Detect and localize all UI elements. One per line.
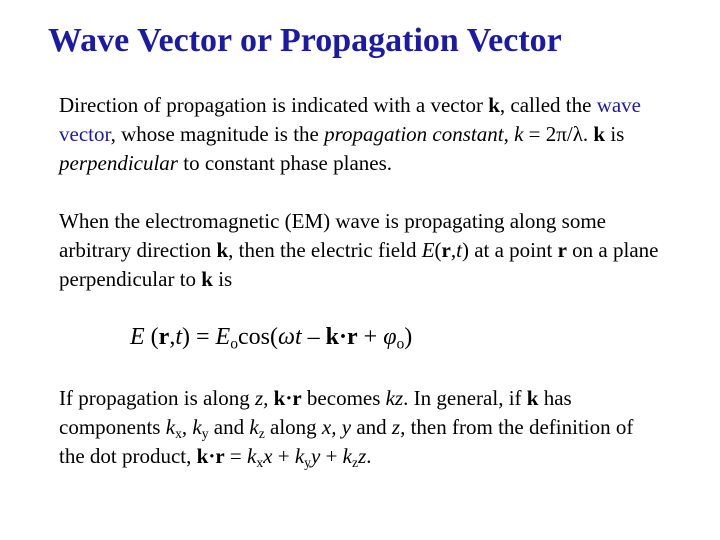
paragraph-wave-vector-definition: Direction of propagation is indicated with a vector k, called the wave vector, whose magnitude is the propagation constant, k = 2π/λ. k is perpendicular to constant phase planes. [59, 93, 641, 175]
paragraph-electric-field: When the electromagnetic (EM) wave is propagating along some arbitrary direction k, then the electric field E(r,t) at a point r on a plane perpendicular to k is [59, 209, 659, 291]
term-propagation-constant: propagation constant [324, 122, 504, 146]
term-wave-vector: wave vector [59, 93, 641, 146]
paragraph-dot-product: If propagation is along z, k·r becomes kz. In general, if k has components $k_x$, $k_y$ and $k_z$ along x, y and z, then from the definition of the dot product, $k\cdot r = k_xx + k_yy + k_zz$. [59, 386, 634, 471]
slide-title: Wave Vector or Propagation Vector [48, 22, 562, 59]
vector-k: k [488, 93, 500, 117]
equation-electric-field: E $(r,t) = E_o\cos(\omega t - k\cdot r + \varphi_o)$ [130, 324, 413, 353]
term-perpendicular: perpendicular [59, 151, 178, 175]
